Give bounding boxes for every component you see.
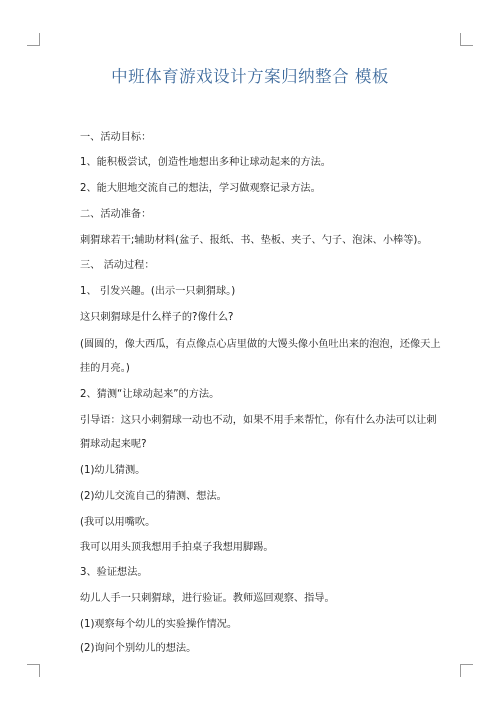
sub-item: (1)幼儿猜测。 (80, 465, 146, 476)
paragraph: 我可以用头顶我想用手拍桌子我想用脚踢。 (80, 542, 274, 553)
section-heading-preparation: 二、活动准备： (80, 209, 152, 220)
sub-item: (2)询问个别幼儿的想法。 (80, 643, 197, 654)
goal-2: 2、能大胆地交流自己的想法，学习做观察记录方法。 (80, 183, 321, 194)
preparation-materials: 刺猬球若干;辅助材料(盆子、报纸、书、垫板、夹子、勺子、泡沫、小棒等)。 (80, 235, 428, 246)
paragraph: 幼儿人手一只刺猬球，进行验证。教师巡回观察、指导。 (80, 593, 335, 604)
paragraph: (我可以用嘴吹。 (80, 517, 156, 528)
step-1-heading: 1、 引发兴趣。(出示一只刺猬球。) (80, 286, 236, 297)
crop-mark-top-right (460, 33, 473, 46)
paragraph: 引导语：这只小刺猬球一动也不动，如果不用手来帮忙，你有什么办法可以让刺 (80, 415, 437, 426)
paragraph-continued: 猬球动起来呢? (80, 439, 147, 450)
section-heading-goals: 一、活动目标： (80, 132, 152, 143)
sub-item: (2)幼儿交流自己的猜测、想法。 (80, 491, 227, 502)
paragraph: (圆圆的，像大西瓜，有点像点心店里做的大馒头像小鱼吐出来的泡泡，还像天上 (80, 339, 441, 350)
paragraph-continued: 挂的月亮。) (80, 363, 130, 374)
paragraph: 这只刺猬球是什么样子的?像什么? (80, 312, 234, 323)
step-2-heading: 2、猜测“让球动起来”的方法。 (80, 389, 220, 400)
sub-item: (1)观察每个幼儿的实验操作情况。 (80, 619, 238, 630)
section-heading-process: 三、 活动过程： (80, 260, 155, 271)
step-3-heading: 3、验证想法。 (80, 567, 148, 578)
crop-mark-top-left (27, 33, 40, 46)
crop-mark-bottom-right (460, 664, 473, 677)
crop-mark-bottom-left (27, 664, 40, 677)
document-title: 中班体育游戏设计方案归纳整合 模板 (111, 67, 389, 86)
goal-1: 1、能积极尝试，创造性地想出多种让球动起来的方法。 (80, 157, 331, 168)
